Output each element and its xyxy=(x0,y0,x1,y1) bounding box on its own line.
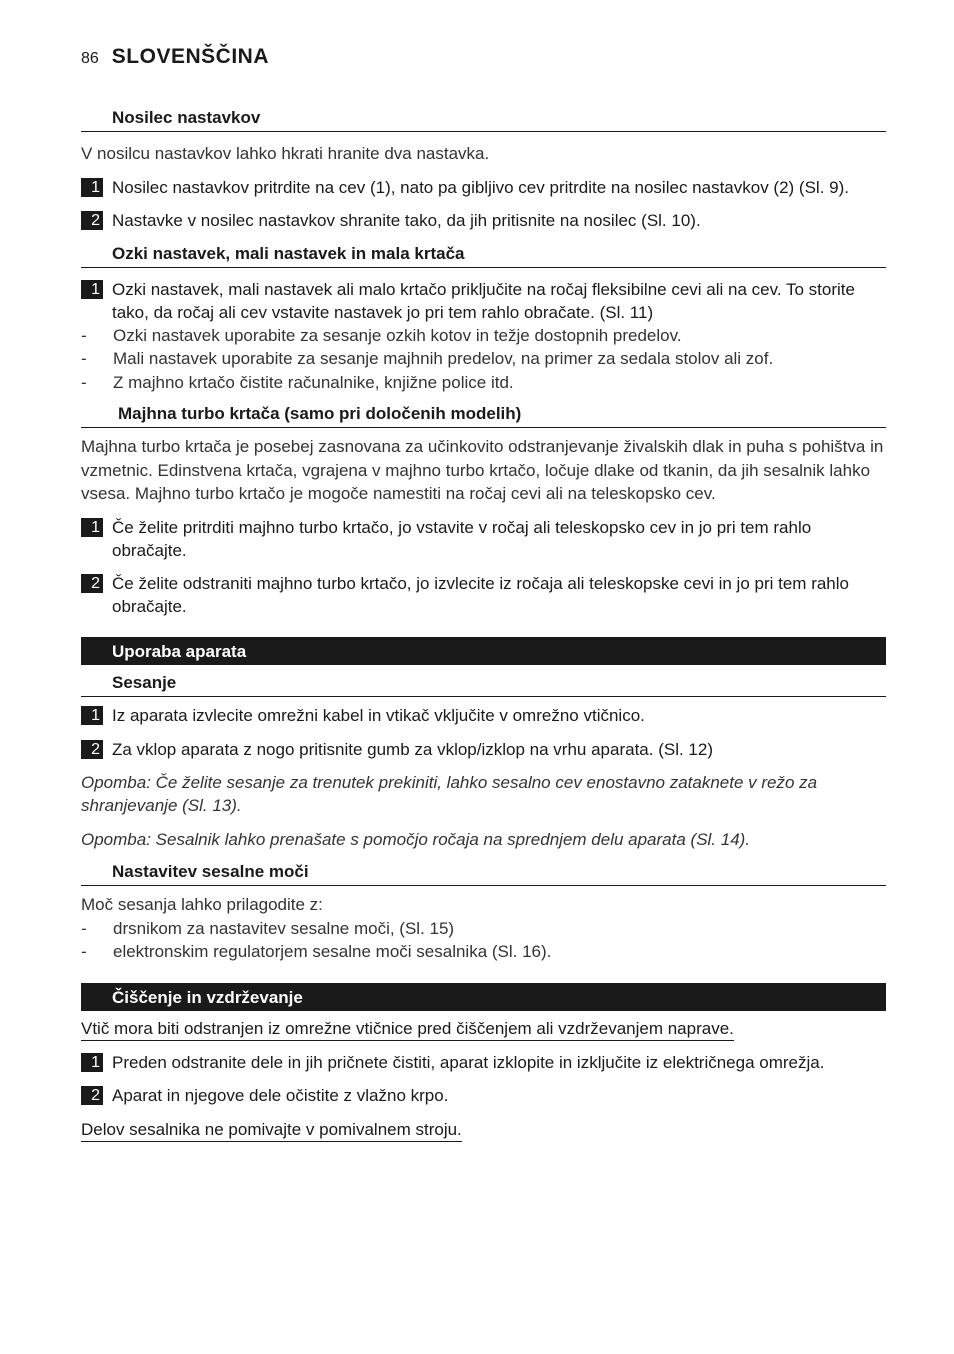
note-text: Opomba: Če želite sesanje za trenutek prekiniti, lahko sesalno cev enostavno zataknete v režo za shranjevanje (Sl. 13). xyxy=(81,772,818,815)
subheading-nosilec-nastavkov: Nosilec nastavkov xyxy=(81,106,886,132)
section-band-uporaba-aparata: Uporaba aparata xyxy=(81,637,886,665)
page-content xyxy=(81,106,886,1142)
page-number: 86 xyxy=(81,50,99,67)
warning-block xyxy=(81,1017,886,1041)
step-text: Za vklop aparata z nogo pritisnite gumb za vklop/izklop na vrhu aparata. (Sl. 12) xyxy=(112,739,713,759)
warning-text: Vtič mora biti odstranjen iz omrežne vtičnice pred čiščenjem ali vzdrževanjem naprave. xyxy=(81,1017,734,1041)
step-item xyxy=(81,209,886,232)
step-item xyxy=(81,1051,886,1074)
step-item xyxy=(81,278,886,324)
section-band-ciscenje: Čiščenje in vzdrževanje xyxy=(81,983,886,1011)
step-number: 1 xyxy=(81,518,103,537)
list-item-text: elektronskim regulatorjem sesalne moči sesalnika (Sl. 16). xyxy=(113,942,552,961)
step-text: Nastavke v nosilec nastavkov shranite tako, da jih pritisnite na nosilec (Sl. 10). xyxy=(112,210,701,230)
step-number: 1 xyxy=(81,178,103,197)
list-item-text: drsnikom za nastavitev sesalne moči, (Sl. 15) xyxy=(113,918,455,938)
step-item xyxy=(81,516,886,562)
step-text: Preden odstranite dele in jih pričnete čistiti, aparat izklopite in izključite iz električnega omrežja. xyxy=(112,1052,825,1072)
step-text: Če želite pritrditi majhno turbo krtačo, jo vstavite v ročaj ali teleskopsko cev in jo pri tem rahlo obračajte. xyxy=(112,517,812,560)
step-number: 2 xyxy=(81,740,103,759)
list-item xyxy=(81,324,886,348)
step-number: 2 xyxy=(81,211,103,230)
list-item xyxy=(81,917,886,941)
step-item xyxy=(81,176,886,199)
dash-marker: - xyxy=(81,349,87,368)
list-item xyxy=(81,371,886,395)
step-text: Če želite odstraniti majhno turbo krtačo, jo izvlecite iz ročaja ali teleskopske cevi in jo pri tem rahlo obračajte. xyxy=(112,573,849,616)
step-number: 1 xyxy=(81,280,103,299)
list-item-text: Ozki nastavek uporabite za sesanje ozkih kotov in težje dostopnih predelov. xyxy=(113,325,682,345)
subheading-nastavitev-moci: Nastavitev sesalne moči xyxy=(81,860,886,886)
step-number: 2 xyxy=(81,574,103,593)
dash-marker: - xyxy=(81,942,87,961)
warning-block xyxy=(81,1118,886,1142)
subheading-sesanje: Sesanje xyxy=(81,671,886,697)
dash-marker: - xyxy=(81,372,87,392)
subheading-ozki-nastavek: Ozki nastavek, mali nastavek in mala krtača xyxy=(81,242,886,268)
step-text: Nosilec nastavkov pritrdite na cev (1), nato pa gibljivo cev pritrdite na nosilec nastavkov (2) (Sl. 9). xyxy=(112,177,849,197)
subheading-turbo-krtaca: Majhna turbo krtača (samo pri določenih modelih) xyxy=(81,402,886,428)
step-text: Iz aparata izvlecite omrežni kabel in vtikač vključite v omrežno vtičnico. xyxy=(112,705,645,725)
list-item xyxy=(81,940,886,964)
note-text: Opomba: Sesalnik lahko prenašate s pomočjo ročaja na sprednjem delu aparata (Sl. 14). xyxy=(81,829,751,849)
list-item xyxy=(81,347,886,371)
step-text: Ozki nastavek, mali nastavek ali malo krtačo priključite na ročaj fleksibilne cevi ali na cev. To storite tako, da ročaj ali cev vstavite nastavek jo pri tem rahlo obračate. (Sl. 11) xyxy=(112,279,855,322)
step-item xyxy=(81,572,886,618)
paragraph-intro: V nosilcu nastavkov lahko hkrati hranite dva nastavka. xyxy=(81,144,490,163)
step-item xyxy=(81,704,886,727)
step-number: 1 xyxy=(81,706,103,725)
step-number: 1 xyxy=(81,1053,103,1072)
page-header xyxy=(81,45,269,69)
step-number: 2 xyxy=(81,1086,103,1105)
paragraph-intro: Moč sesanja lahko prilagodite z: xyxy=(81,895,323,914)
step-item xyxy=(81,738,886,761)
list-item-text: Mali nastavek uporabite za sesanje majhnih predelov, na primer za sedala stolov ali zof. xyxy=(113,349,774,368)
step-item xyxy=(81,1084,886,1107)
dash-marker: - xyxy=(81,325,87,345)
dash-marker: - xyxy=(81,918,87,938)
warning-text: Delov sesalnika ne pomivajte v pomivalnem stroju. xyxy=(81,1118,462,1142)
list-item-text: Z majhno krtačo čistite računalnike, knjižne police itd. xyxy=(113,372,514,392)
language-title: SLOVENŠČINA xyxy=(111,45,269,68)
step-text: Aparat in njegove dele očistite z vlažno krpo. xyxy=(112,1085,449,1105)
paragraph-intro: Majhna turbo krtača je posebej zasnovana za učinkovito odstranjevanje živalskih dlak in puha s pohištva in vzmetnic. Edinstvena krtača, vgrajena v majhno turbo krtačo, ločuje dlake od tkanin, da jih sesalnik lahko vsesa. Majhno turbo krtačo je mogoče namestiti na ročaj cevi ali na teleskopsko cev. xyxy=(81,437,884,503)
